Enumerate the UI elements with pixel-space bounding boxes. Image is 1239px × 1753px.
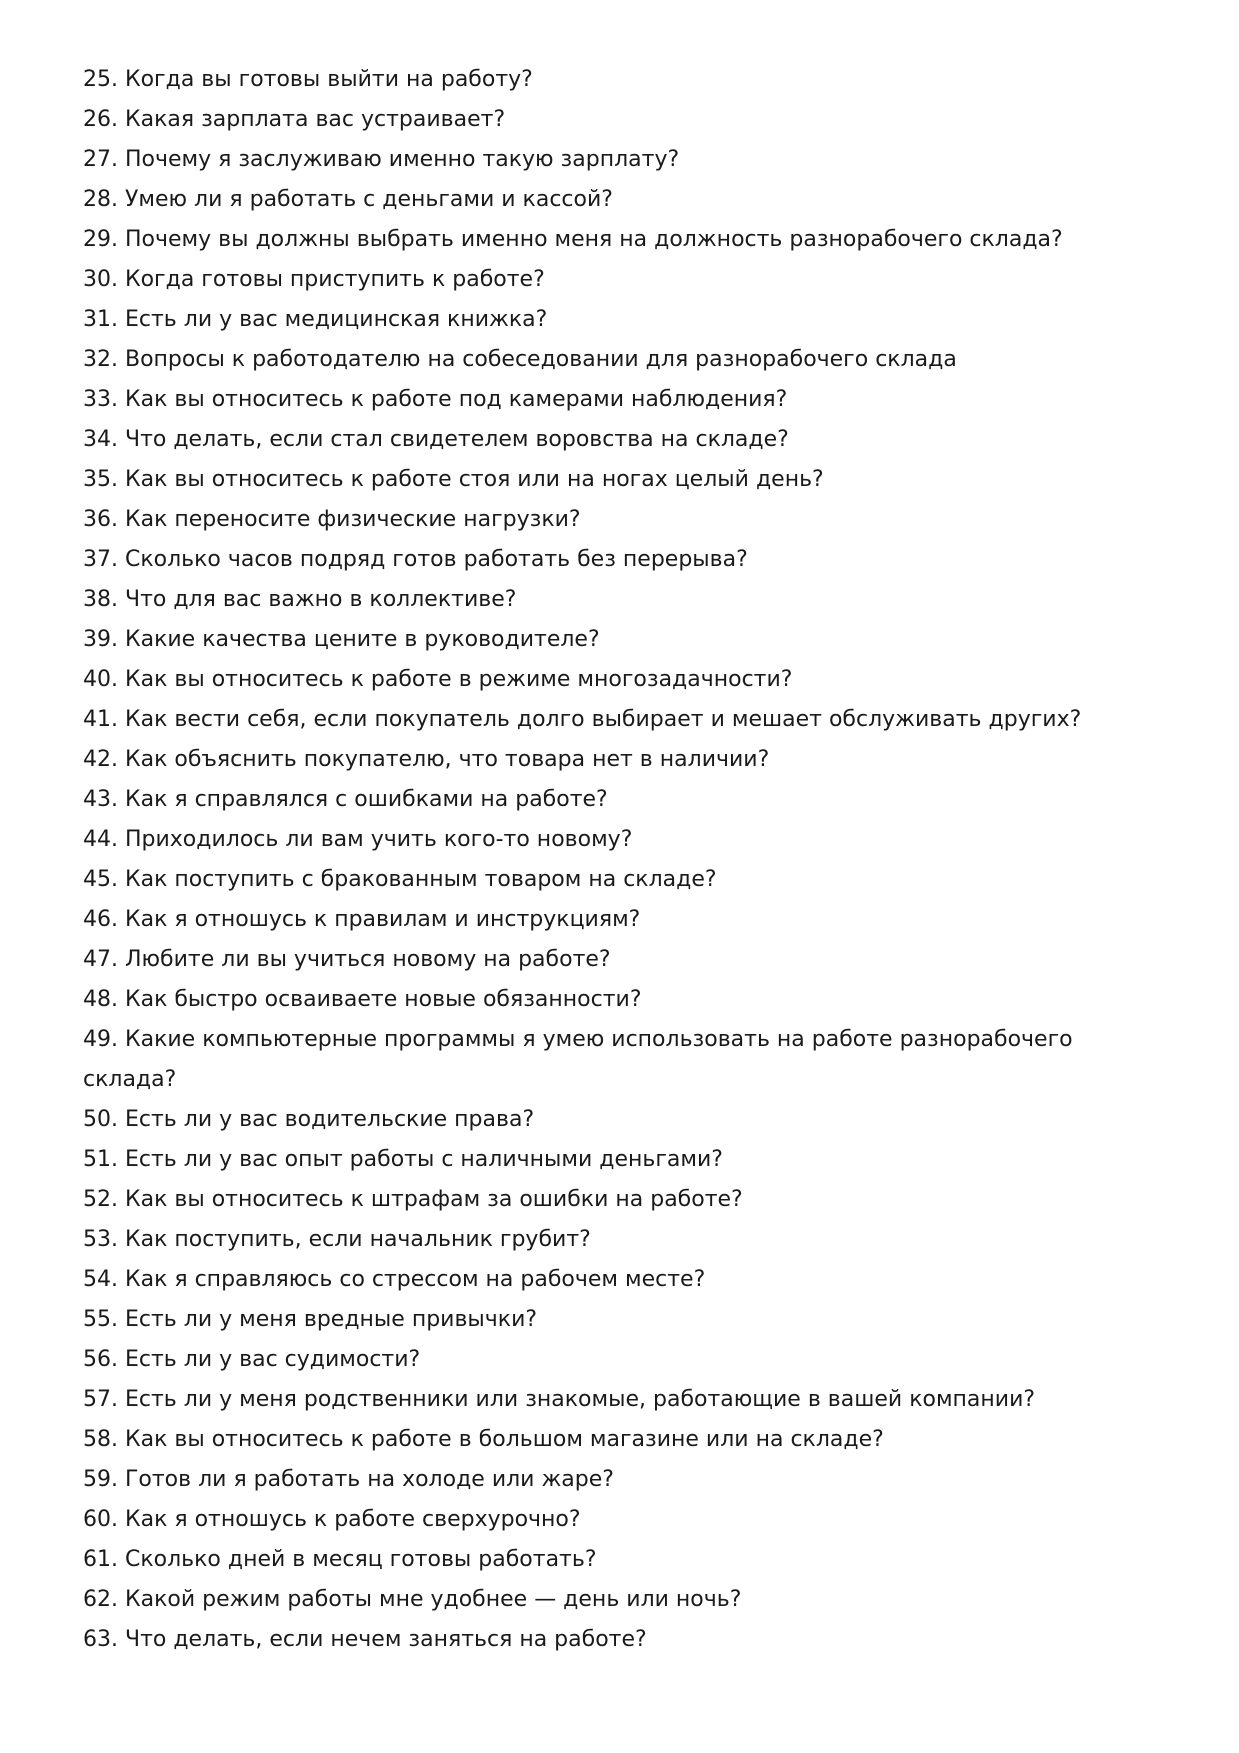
list-item: 35. Как вы относитесь к работе стоя или на ногах целый день? — [83, 467, 824, 492]
list-item: 49. Какие компьютерные программы я умею использовать на работе разнорабочего склада? — [83, 1027, 1073, 1092]
list-item: 48. Как быстро осваиваете новые обязанности? — [83, 987, 642, 1012]
list-item: 31. Есть ли у вас медицинская книжка? — [83, 307, 548, 332]
list-item: 56. Есть ли у вас судимости? — [83, 1347, 421, 1372]
list-item: 60. Как я отношусь к работе сверхурочно? — [83, 1507, 581, 1532]
list-item: 58. Как вы относитесь к работе в большом магазине или на складе? — [83, 1427, 884, 1452]
list-item: 57. Есть ли у меня родственники или знакомые, работающие в вашей компании? — [83, 1387, 1036, 1412]
list-item: 38. Что для вас важно в коллективе? — [83, 587, 517, 612]
question-list — [83, 60, 1093, 1660]
list-item: 27. Почему я заслуживаю именно такую зарплату? — [83, 147, 680, 172]
list-item: 32. Вопросы к работодателю на собеседовании для разнорабочего склада — [83, 347, 957, 372]
list-item: 50. Есть ли у вас водительские права? — [83, 1107, 535, 1132]
list-item: 63. Что делать, если нечем заняться на работе? — [83, 1627, 647, 1652]
list-item: 62. Какой режим работы мне удобнее — день или ночь? — [83, 1587, 742, 1612]
list-item: 44. Приходилось ли вам учить кого-то новому? — [83, 827, 633, 852]
list-item: 40. Как вы относитесь к работе в режиме многозадачности? — [83, 667, 793, 692]
list-item: 52. Как вы относитесь к штрафам за ошибки на работе? — [83, 1187, 743, 1212]
list-item: 46. Как я отношусь к правилам и инструкциям? — [83, 907, 641, 932]
list-item: 54. Как я справляюсь со стрессом на рабочем месте? — [83, 1267, 706, 1292]
list-item: 47. Любите ли вы учиться новому на работе? — [83, 947, 611, 972]
list-item: 43. Как я справлялся с ошибками на работе? — [83, 787, 608, 812]
list-item: 61. Сколько дней в месяц готовы работать? — [83, 1547, 597, 1572]
list-item: 51. Есть ли у вас опыт работы с наличными деньгами? — [83, 1147, 723, 1172]
list-item: 26. Какая зарплата вас устраивает? — [83, 107, 506, 132]
list-item: 28. Умею ли я работать с деньгами и кассой? — [83, 187, 613, 212]
list-item: 36. Как переносите физические нагрузки? — [83, 507, 581, 532]
list-item: 55. Есть ли у меня вредные привычки? — [83, 1307, 538, 1332]
list-item: 45. Как поступить с бракованным товаром на складе? — [83, 867, 717, 892]
list-item: 39. Какие качества цените в руководителе? — [83, 627, 600, 652]
list-item: 37. Сколько часов подряд готов работать без перерыва? — [83, 547, 748, 572]
list-item: 59. Готов ли я работать на холоде или жаре? — [83, 1467, 614, 1492]
list-item: 41. Как вести себя, если покупатель долго выбирает и мешает обслуживать других? — [83, 707, 1082, 732]
list-item: 33. Как вы относитесь к работе под камерами наблюдения? — [83, 387, 788, 412]
list-item: 42. Как объяснить покупателю, что товара нет в наличии? — [83, 747, 770, 772]
list-item: 25. Когда вы готовы выйти на работу? — [83, 67, 533, 92]
list-item: 34. Что делать, если стал свидетелем воровства на складе? — [83, 427, 789, 452]
list-item: 29. Почему вы должны выбрать именно меня на должность разнорабочего склада? — [83, 227, 1063, 252]
list-item: 53. Как поступить, если начальник грубит? — [83, 1227, 591, 1252]
list-item: 30. Когда готовы приступить к работе? — [83, 267, 545, 292]
